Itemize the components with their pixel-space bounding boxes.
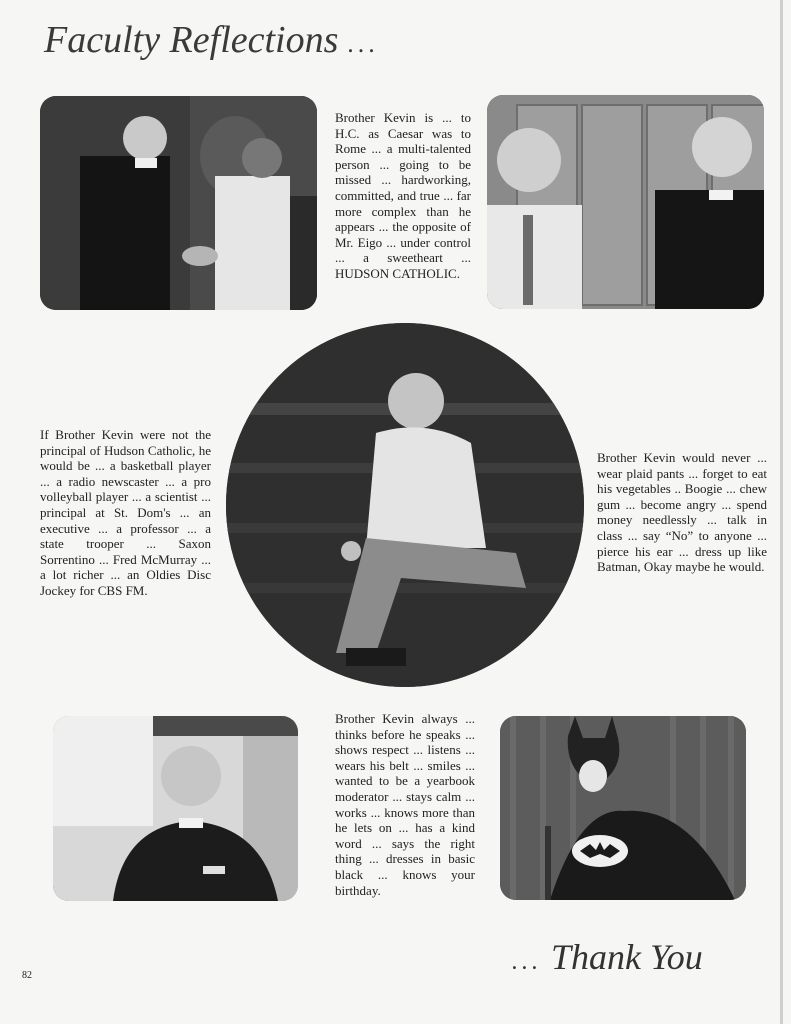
caption-left: If Brother Kevin were not the principal of Hudson Catholic, he would be ... a basketball player ... a radio newscaster ... a pro volleyball player ... a scientist ... principal at St. Dom's ... an executive ... a professor ... a state trooper ... Saxon Sorrentino ... Fred McMurray ... a lot richer ... an Oldies Disc Jockey for CBS FM. [40, 427, 211, 598]
photo-batman [500, 716, 746, 900]
page-title-dots: ... [347, 29, 380, 58]
page-number: 82 [22, 970, 32, 981]
caption-right: Brother Kevin would never ... wear plaid pants ... forget to eat his vegetables .. Boogie ... chew gum ... become angry ... spend money needlessly ... talk in class ... say “No” to anyone ... pierce his ear ... dress up like Batman, Okay maybe he would. [597, 450, 767, 575]
caption-bottom: Brother Kevin always ... thinks before he speaks ... shows respect ... listens ... wears his belt ... smiles ... wanted to be a yearbook moderator ... stays calm ... works ... knows more than he lets on ... has a kind word ... says the right thing ... dresses in basic black ... knows your birthday. [335, 711, 475, 898]
page-title [44, 18, 379, 62]
page-edge [780, 0, 783, 1024]
caption-top: Brother Kevin is ... to H.C. as Caesar was to Rome ... a multi-talented person ... going to be missed ... hardworking, committed, and true ... far more complex than he appears ... the opposite of Mr. Eigo ... under control ... a sweetheart ... HUDSON CATHOLIC. [335, 110, 471, 281]
photo-handshake [40, 96, 317, 310]
page-title-text: Faculty Reflections [44, 19, 339, 61]
closing-text: Thank You [551, 937, 703, 977]
closing-title [512, 936, 703, 978]
closing-dots: ... [512, 949, 542, 975]
photo-seated-man [226, 323, 584, 687]
photo-lockers [487, 95, 764, 309]
photo-portrait [53, 716, 298, 901]
